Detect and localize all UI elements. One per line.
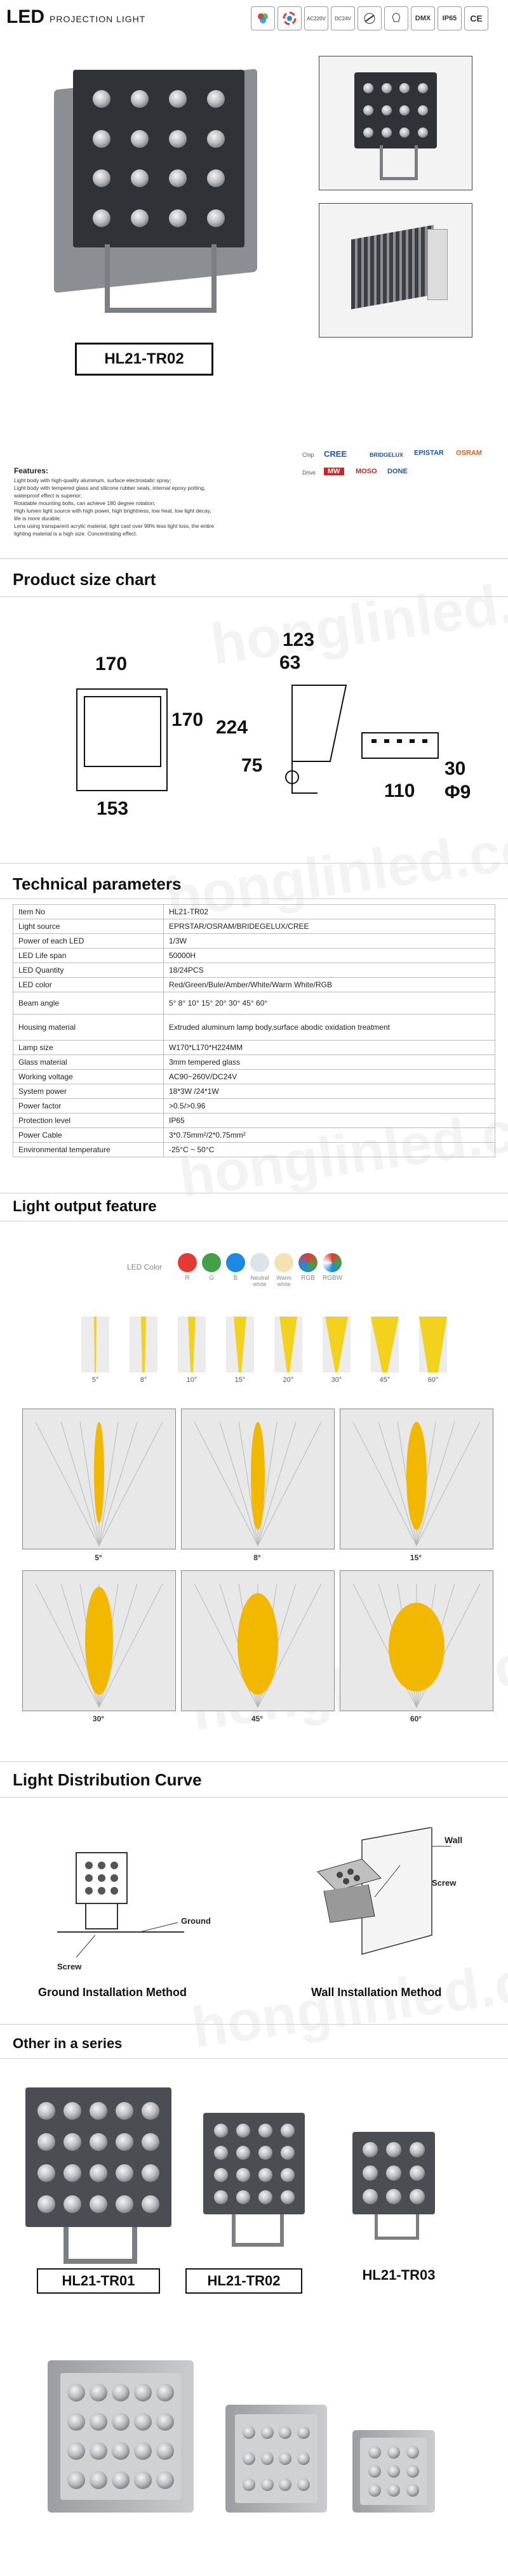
series-image-tr03: [352, 2132, 435, 2214]
light-output-title: Light output feature: [13, 1198, 157, 1215]
dim-depth: 123: [283, 629, 315, 650]
series-photo-medium: [225, 2405, 327, 2513]
watermark: [207, 555, 508, 678]
side-view-drawing: [254, 666, 356, 812]
brand-bridgelux: BRIDGELUX: [370, 452, 404, 458]
swatch-rgbw: [323, 1253, 342, 1272]
polar-plot-15: [340, 1409, 493, 1549]
table-row: Light source EPRSTAR/OSRAM/BRIDEGELUX/CREE: [13, 919, 495, 934]
ground-label: Ground: [181, 1916, 211, 1926]
table-row: Protection level IP65: [13, 1114, 495, 1128]
swatch-warm: [274, 1253, 293, 1272]
header-logo: LED: [6, 6, 44, 27]
params-table: [13, 904, 495, 1157]
wall-method-label: Wall Installation Method: [311, 1986, 442, 1999]
dc-icon: DC24V: [331, 6, 355, 30]
polar-plot-5: [22, 1409, 176, 1549]
table-row: System power 18*3W /24*1W: [13, 1084, 495, 1099]
series-image-tr02: [203, 2113, 305, 2214]
table-row: Working voltage AC90~260V/DC24V: [13, 1070, 495, 1084]
swatch-rgb: [298, 1253, 318, 1272]
bottom-view-drawing: [359, 730, 448, 774]
series-photo-large: [48, 2360, 194, 2513]
product-main-image: [44, 54, 273, 320]
table-row: LED color Red/Green/Bule/Amber/White/Warm White/RGB: [13, 978, 495, 992]
series-title: Other in a series: [13, 2035, 123, 2051]
dim-base-height: 30: [444, 758, 466, 779]
screw-label-2: Screw: [432, 1878, 457, 1888]
feature-line: High lumen light source with high power, high brightness, low heat, low light decay,: [14, 508, 211, 514]
product-photo-back: [319, 203, 472, 338]
series-label-tr02: HL21-TR02: [185, 2268, 302, 2294]
chip-label: Chip: [302, 452, 314, 458]
dimmer-icon: [358, 6, 382, 30]
swatch-neutral: [250, 1253, 269, 1272]
params-title: Technical parameters: [13, 874, 182, 893]
table-row: LED Quantity 18/24PCS: [13, 963, 495, 978]
front-view-bracket: [76, 771, 168, 791]
feature-line: Light body with tempered glass and silicone rubber seals, internal epoxy potting,: [14, 485, 206, 491]
dim-hole: Φ9: [444, 782, 471, 803]
polar-plot-60: [340, 1570, 493, 1711]
series-label-tr01: HL21-TR01: [37, 2268, 160, 2294]
table-row: LED Life span 50000H: [13, 949, 495, 963]
model-label: HL21-TR02: [75, 343, 213, 376]
led-color-label: LED Color: [127, 1263, 163, 1272]
table-row: Glass material 3mm tempered glass: [13, 1055, 495, 1070]
feature-line: life is more durable;: [14, 515, 62, 522]
swatch-r: [178, 1253, 197, 1272]
brand-epistar: EPISTAR: [414, 449, 444, 457]
screw-label-1: Screw: [57, 1962, 82, 1971]
table-row: Power Cable 3*0.75mm²/2*0.75mm²: [13, 1128, 495, 1143]
features-title: Features:: [14, 466, 49, 475]
dim-height: 170: [171, 709, 204, 730]
feature-line: Lens using transparent acrylic material, light cast over 98% less light loss, the entire: [14, 523, 215, 529]
product-photo-front: [319, 56, 472, 190]
series-photo-small: [352, 2430, 435, 2513]
brand-mw: MW: [324, 468, 344, 475]
ip-icon: IP65: [438, 6, 462, 30]
series-label-tr03: HL21-TR03: [348, 2264, 450, 2287]
brand-cree: CREE: [324, 449, 347, 459]
table-row: Item No HL21-TR02: [13, 905, 495, 919]
dim-face-depth: 63: [279, 652, 301, 673]
table-row: Environmental temperature -25°C ~ 50°C: [13, 1143, 495, 1157]
polar-plot-8: [181, 1409, 335, 1549]
header-subtitle: PROJECTION LIGHT: [50, 14, 146, 24]
dim-bracket-height: 75: [241, 755, 263, 776]
distribution-title: Light Distribution Curve: [13, 1770, 202, 1789]
size-chart-title: Product size chart: [13, 570, 156, 589]
table-row: Beam angle 5° 8° 10° 15° 20° 30° 45° 60°: [13, 992, 495, 1015]
table-row: Power of each LED 1/3W: [13, 934, 495, 949]
ground-install-drawing: [57, 1840, 222, 1967]
wall-label: Wall: [444, 1835, 463, 1845]
ac-icon: AC220V: [304, 6, 328, 30]
brand-osram: OSRAM: [456, 449, 482, 457]
polar-plot-45: [181, 1570, 335, 1711]
dim-bracket-width: 153: [97, 798, 129, 819]
dim-total-height: 224: [216, 717, 248, 738]
dim-width: 170: [95, 654, 128, 674]
brand-moso: MOSO: [356, 468, 377, 475]
beam-angle-row: 5° 8° 10° 15° 20° 30° 45° 60°: [81, 1317, 462, 1393]
drive-label: Drive: [302, 470, 316, 476]
brand-done: DONE: [387, 468, 408, 475]
bulb-icon: [384, 6, 408, 30]
swatch-g: [202, 1253, 221, 1272]
feature-line: waterproof effect is superior;: [14, 492, 83, 499]
dmx-icon: DMX: [411, 6, 435, 30]
swatch-b: [226, 1253, 245, 1272]
color-wheel-icon: [277, 6, 302, 30]
feature-line: lighting material is a high size. Concentrating effect.: [14, 530, 138, 537]
table-row: Housing material Extruded aluminum lamp body,surface abodic oxidation treatment: [13, 1015, 495, 1041]
wall-install-drawing: [305, 1827, 483, 1973]
feature-line: Light body with high-quality aluminum, surface electrostatic spray;: [14, 477, 171, 483]
dim-base-width: 110: [384, 780, 415, 801]
series-image-tr01: [25, 2087, 171, 2227]
polar-plot-30: [22, 1570, 176, 1711]
front-view-drawing: [76, 688, 168, 773]
ground-method-label: Ground Installation Method: [38, 1986, 187, 1999]
rgb-icon: [251, 6, 275, 30]
feature-icon-row: [251, 6, 488, 30]
table-row: Power factor >0.5/>0.96: [13, 1099, 495, 1114]
feature-line: Rotatable mounting bolts, can achieve 180 degree rotation;: [14, 500, 156, 506]
ce-icon: CE: [464, 6, 488, 30]
table-row: Lamp size W170*L170*H224MM: [13, 1041, 495, 1055]
